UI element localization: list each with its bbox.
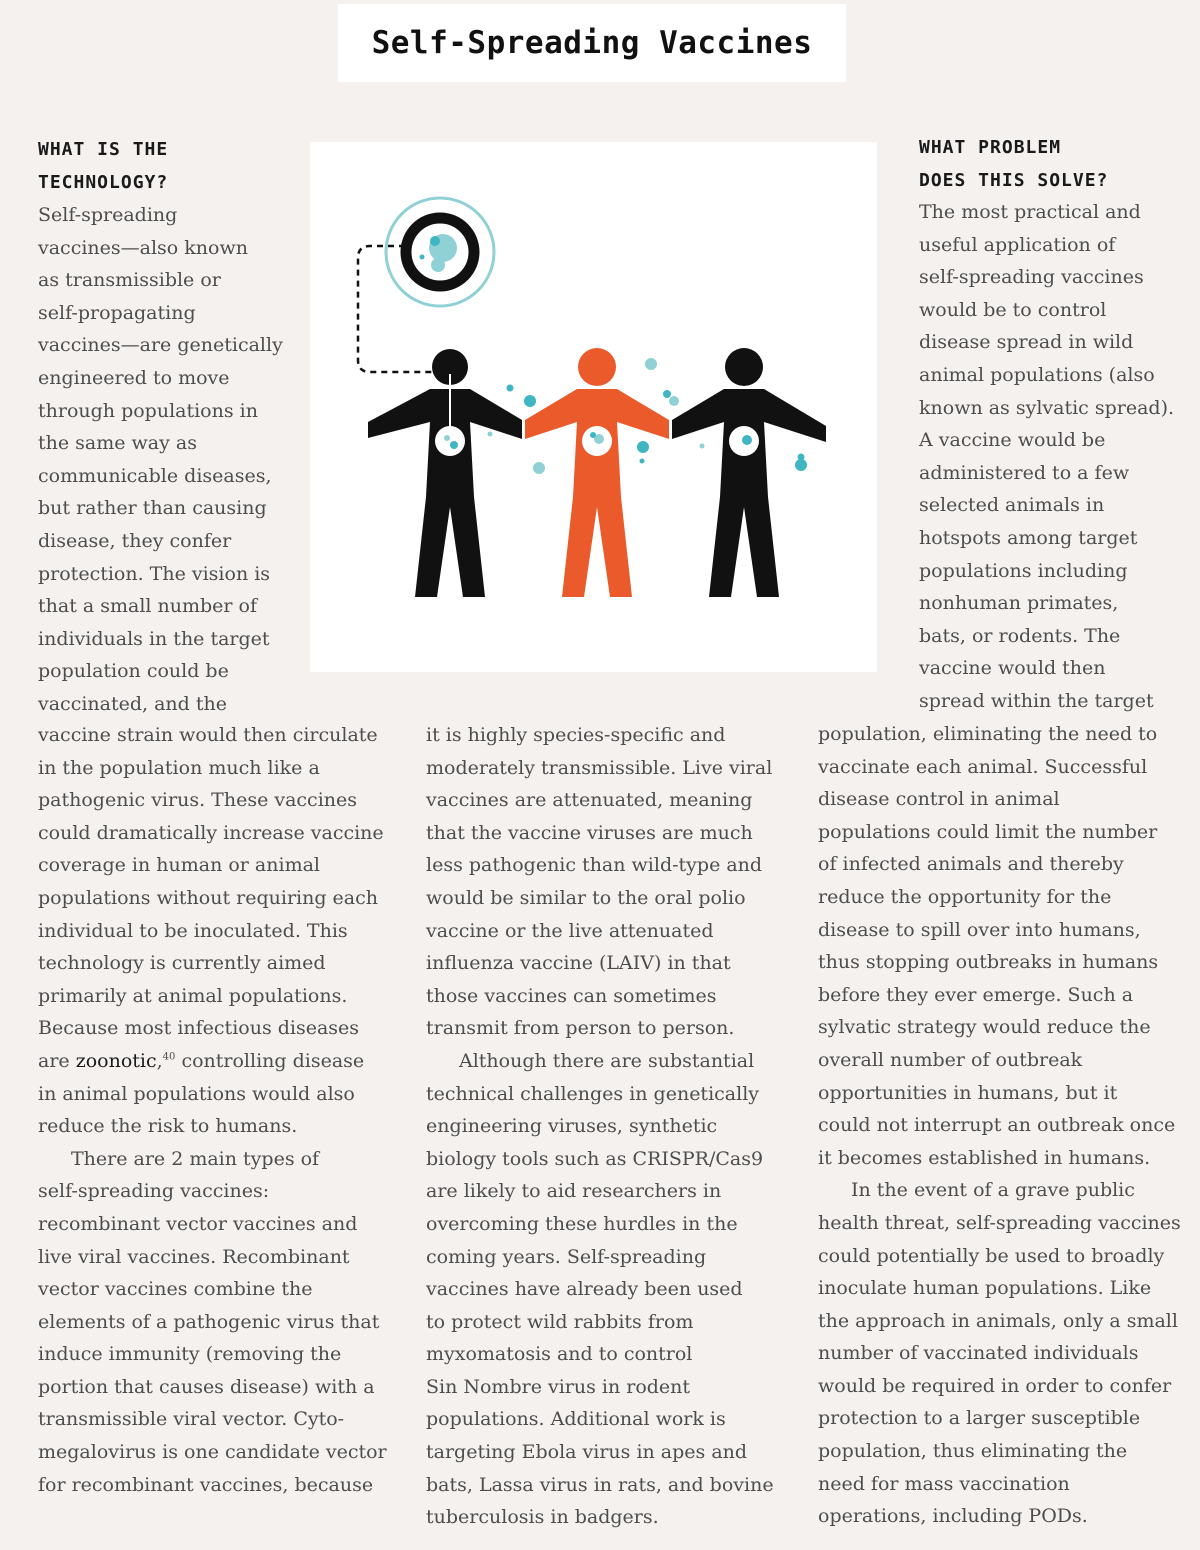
text-line: portion that causes disease) with a — [38, 1375, 375, 1398]
left-column-text-top — [38, 199, 283, 721]
text-line: vaccine would then — [919, 657, 1106, 680]
text-line: disease, they confer — [38, 529, 232, 552]
text-line: technology is currently aimed — [38, 952, 326, 975]
heading-line: DOES THIS SOLVE? — [919, 170, 1109, 191]
text-line: induce immunity (removing the — [38, 1343, 342, 1366]
text-line: before they ever emerge. Such a — [818, 983, 1134, 1006]
text-line: pathogenic virus. These vaccines — [38, 789, 358, 812]
text-line: Because most infectious diseases — [38, 1017, 360, 1040]
text-line: could not interrupt an outbreak once — [818, 1114, 1176, 1137]
text-line: tuberculosis in badgers. — [426, 1506, 659, 1529]
text-line: A vaccine would be — [919, 429, 1106, 452]
text-line: would be similar to the oral polio — [426, 886, 746, 909]
text-line: influenza vaccine (LAIV) in that — [426, 952, 731, 975]
text-fragment: , — [156, 1049, 163, 1072]
text-line: recombinant vector vaccines and — [38, 1212, 358, 1235]
text-line: of infected animals and thereby — [818, 853, 1124, 876]
text-fragment: controlling disease — [175, 1049, 365, 1072]
text-line: The most practical and — [919, 201, 1141, 223]
middle-column-text — [426, 719, 774, 1534]
text-line: engineering viruses, synthetic — [426, 1115, 718, 1138]
text-line: coverage in human or animal — [38, 854, 320, 877]
text-line: There are 2 main types of — [71, 1147, 320, 1170]
heading-line: WHAT PROBLEM — [919, 137, 1062, 158]
text-line: protection to a larger susceptible — [818, 1407, 1141, 1430]
text-line: transmissible viral vector. Cyto- — [38, 1408, 345, 1431]
text-line: bats, Lassa virus in rats, and bovine — [426, 1473, 774, 1496]
text-line: thus stopping outbreaks in humans — [818, 951, 1159, 974]
text-line: populations including — [919, 559, 1128, 582]
text-line: reduce the risk to humans. — [38, 1115, 298, 1138]
virus-magnifier-icon — [386, 198, 494, 306]
text-line: in the population much like a — [38, 756, 320, 779]
vaccine-spread-illustration — [310, 142, 877, 672]
text-fragment: are — [38, 1049, 76, 1072]
title-box — [338, 4, 846, 82]
text-line: as transmissible or — [38, 269, 221, 292]
text-line: populations could limit the number — [818, 820, 1158, 843]
illustration — [310, 142, 877, 672]
text-line: Although there are substantial — [459, 1049, 755, 1072]
text-line: targeting Ebola virus in apes and — [426, 1441, 748, 1464]
text-line: elements of a pathogenic virus that — [38, 1310, 380, 1333]
left-section-heading — [38, 133, 168, 199]
text-line: population, thus eliminating the — [818, 1440, 1128, 1463]
text-line: Self-spreading — [38, 204, 178, 226]
text-line: bats, or rodents. The — [919, 624, 1121, 647]
text-line: myxomatosis and to control — [426, 1343, 693, 1366]
text-line: coming years. Self-spreading — [426, 1245, 707, 1268]
text-line: useful application of — [919, 233, 1116, 256]
text-line: would be required in order to confer — [818, 1374, 1172, 1397]
left-column-text-bottom — [38, 719, 387, 1501]
page-title: Self-Spreading Vaccines — [371, 25, 813, 61]
text-line: could potentially be used to broadly — [818, 1244, 1165, 1267]
text-line: overall number of outbreak — [818, 1048, 1083, 1071]
text-line: primarily at animal populations. — [38, 984, 348, 1007]
text-line: the approach in animals, only a small — [818, 1309, 1178, 1332]
text-line: disease to spill over into humans, — [818, 918, 1141, 941]
text-line: but rather than causing — [38, 497, 267, 520]
text-line: self-propagating — [38, 301, 196, 324]
text-line: would be to control — [919, 298, 1107, 321]
text-line: for recombinant vaccines, because — [38, 1473, 374, 1496]
text-line: In the event of a grave public — [851, 1179, 1135, 1202]
text-line: Sin Nombre virus in rodent — [426, 1375, 691, 1398]
text-line: that a small number of — [38, 595, 258, 618]
text-line: vaccines—also known — [38, 236, 248, 259]
text-line: operations, including PODs. — [818, 1505, 1088, 1528]
text-line: overcoming these hurdles in the — [426, 1212, 738, 1235]
text-line: less pathogenic than wild-type and — [426, 854, 763, 877]
text-line: those vaccines can sometimes — [426, 984, 717, 1007]
text-line: are likely to aid researchers in — [426, 1180, 722, 1203]
right-column-text-bottom — [818, 718, 1181, 1533]
text-line: could dramatically increase vaccine — [38, 821, 384, 844]
text-line: moderately transmissible. Live viral — [426, 756, 773, 779]
text-line: nonhuman primates, — [919, 592, 1119, 615]
right-section-heading — [919, 131, 1108, 197]
right-column-text-top — [919, 196, 1174, 718]
text-line: self-spreading vaccines: — [38, 1180, 270, 1203]
person-figure-icon — [672, 348, 826, 597]
text-line: the same way as — [38, 432, 197, 455]
text-line: health threat, self-spreading vaccines — [818, 1211, 1181, 1234]
footnote-marker[interactable]: 40 — [162, 1051, 176, 1063]
text-line: opportunities in humans, but it — [818, 1081, 1118, 1104]
text-line: vaccine strain would then circulate — [38, 724, 378, 746]
text-line: it becomes established in humans. — [818, 1146, 1151, 1169]
text-line: populations without requiring each — [38, 886, 378, 909]
text-line: to protect wild rabbits from — [426, 1310, 694, 1333]
text-line: protection. The vision is — [38, 562, 271, 585]
text-line: administered to a few — [919, 461, 1130, 484]
text-line: in animal populations would also — [38, 1082, 355, 1105]
text-line: reduce the opportunity for the — [818, 885, 1112, 908]
text-line: hotspots among target — [919, 526, 1138, 549]
text-line: self-spreading vaccines — [919, 266, 1144, 289]
text-line: engineered to move — [38, 366, 230, 389]
person-figure-icon — [525, 348, 669, 597]
text-line: disease control in animal — [818, 788, 1060, 811]
text-line: individual to be inoculated. This — [38, 919, 348, 942]
zoonotic-term: zoonotic — [75, 1049, 157, 1072]
text-line: vaccinate each animal. Successful — [818, 755, 1148, 778]
text-line: biology tools such as CRISPR/Cas9 — [426, 1147, 764, 1170]
text-line: vaccinated, and the — [38, 692, 227, 715]
text-line: animal populations (also — [919, 363, 1155, 386]
text-line: that the vaccine viruses are much — [426, 821, 753, 844]
text-line: disease spread in wild — [919, 331, 1134, 354]
text-line: selected animals in — [919, 494, 1105, 517]
text-line: vaccines are attenuated, meaning — [426, 789, 753, 812]
heading-line: TECHNOLOGY? — [38, 172, 169, 193]
text-line: individuals in the target — [38, 627, 270, 650]
person-figure-icon — [368, 349, 522, 597]
text-line: vaccines have already been used — [426, 1278, 743, 1301]
text-line: populations. Additional work is — [426, 1408, 726, 1431]
text-line: sylvatic strategy would reduce the — [818, 1016, 1151, 1039]
text-line: megalovirus is one candidate vector — [38, 1441, 387, 1464]
text-line: number of vaccinated individuals — [818, 1342, 1139, 1365]
text-line: vaccine or the live attenuated — [426, 919, 714, 942]
text-line: transmit from person to person. — [426, 1017, 735, 1040]
text-line — [38, 1045, 387, 1078]
text-line: known as sylvatic spread). — [919, 396, 1175, 419]
text-line: population could be — [38, 660, 229, 683]
text-line: it is highly species-specific and — [426, 724, 726, 746]
text-line: population, eliminating the need to — [818, 723, 1158, 745]
text-line: through populations in — [38, 399, 258, 422]
text-line: vector vaccines combine the — [38, 1278, 313, 1301]
text-line: technical challenges in genetically — [426, 1082, 760, 1105]
heading-line: WHAT IS THE — [38, 139, 169, 160]
text-line: live viral vaccines. Recombinant — [38, 1245, 350, 1268]
text-line: spread within the target — [919, 689, 1154, 712]
text-line: inoculate human populations. Like — [818, 1277, 1152, 1300]
text-line: need for mass vaccination — [818, 1472, 1070, 1495]
text-line: vaccines—are genetically — [38, 334, 283, 357]
text-line: communicable diseases, — [38, 464, 272, 487]
